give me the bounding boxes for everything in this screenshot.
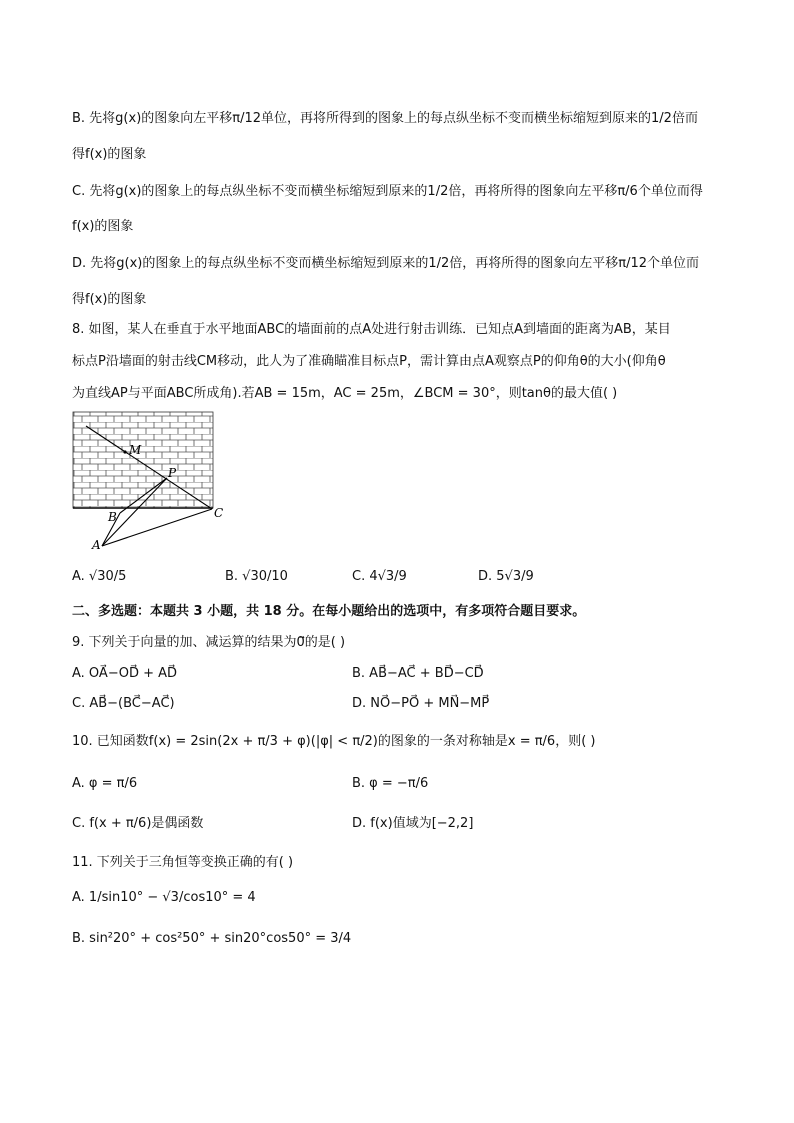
q7-option-d-line1: D. 先将g(x)的图象上的每点纵坐标不变而横坐标缩短到原来的1/2倍，再将所得的图象向左平移π/12个单位而 <box>72 256 700 271</box>
q10-option-a: A. φ = π/6 <box>72 776 138 791</box>
q10-stem: 10. 已知函数f(x) = 2sin(2x + π/3 + φ)(|φ| < π/2)的图象的一条对称轴是x = π/6，则( ) <box>72 734 596 749</box>
q8-figure <box>70 410 240 555</box>
label-a: A <box>92 538 101 552</box>
q9-option-b: B. AB⃗−AC⃗ + BD⃗−CD⃗ <box>352 666 484 681</box>
q11-option-a: A. 1/sin10° − √3/cos10° = 4 <box>72 890 256 905</box>
label-c: C <box>214 506 224 520</box>
q9-stem: 9. 下列关于向量的加、减运算的结果为0⃗的是( ) <box>72 635 346 650</box>
brick-wall <box>73 412 213 508</box>
q10-option-c: C. f(x + π/6)是偶函数 <box>72 816 204 831</box>
section-2-heading: 二、多选题：本题共 3 小题，共 18 分。在每小题给出的选项中，有多项符合题目要求。 <box>72 604 586 619</box>
q7-option-c-line1: C. 先将g(x)的图象上的每点纵坐标不变而横坐标缩短到原来的1/2倍，再将所得的图象向左平移π/6个单位而得 <box>72 184 703 199</box>
q8-stem-line2: 标点P沿墙面的射击线CM移动，此人为了准确瞄准目标点P，需计算由点A观察点P的仰角θ的大小(仰角θ <box>72 354 666 369</box>
q11-stem: 11. 下列关于三角恒等变换正确的有( ) <box>72 855 294 870</box>
q8-option-d: D. 5√3/9 <box>478 569 534 584</box>
label-p: P <box>168 466 177 480</box>
q8-stem-line3: 为直线AP与平面ABC所成角).若AB = 15m，AC = 25m，∠BCM = 30°，则tanθ的最大值( ) <box>72 386 618 401</box>
label-m: M <box>129 443 142 457</box>
q10-option-d: D. f(x)值域为[−2,2] <box>352 816 474 831</box>
q10-option-b: B. φ = −π/6 <box>352 776 429 791</box>
label-b: B <box>108 510 117 524</box>
q7-option-b-line2: 得f(x)的图象 <box>72 147 147 162</box>
q8-option-b: B. √30/10 <box>225 569 288 584</box>
q7-option-d-line2: 得f(x)的图象 <box>72 292 147 307</box>
q7-option-b-line1: B. 先将g(x)的图象向左平移π/12单位，再将所得到的图象上的每点纵坐标不变而横坐标缩短到原来的1/2倍而 <box>72 111 698 126</box>
q7-option-c-line2: f(x)的图象 <box>72 219 134 234</box>
q9-option-d: D. NO⃗−PO⃗ + MN⃗−MP⃗ <box>352 696 490 711</box>
q8-option-a: A. √30/5 <box>72 569 127 584</box>
point-m <box>123 450 126 453</box>
q8-option-c: C. 4√3/9 <box>352 569 407 584</box>
line-ac <box>102 509 212 546</box>
q9-option-a: A. OA⃗−OD⃗ + AD⃗ <box>72 666 178 681</box>
q9-option-c: C. AB⃗−(BC⃗−AC⃗) <box>72 696 175 711</box>
q8-stem-line1: 8. 如图，某人在垂直于水平地面ABC的墙面前的点A处进行射击训练．已知点A到墙面的距离为AB，某目 <box>72 322 671 337</box>
q11-option-b: B. sin²20° + cos²50° + sin20°cos50° = 3/4 <box>72 931 352 946</box>
